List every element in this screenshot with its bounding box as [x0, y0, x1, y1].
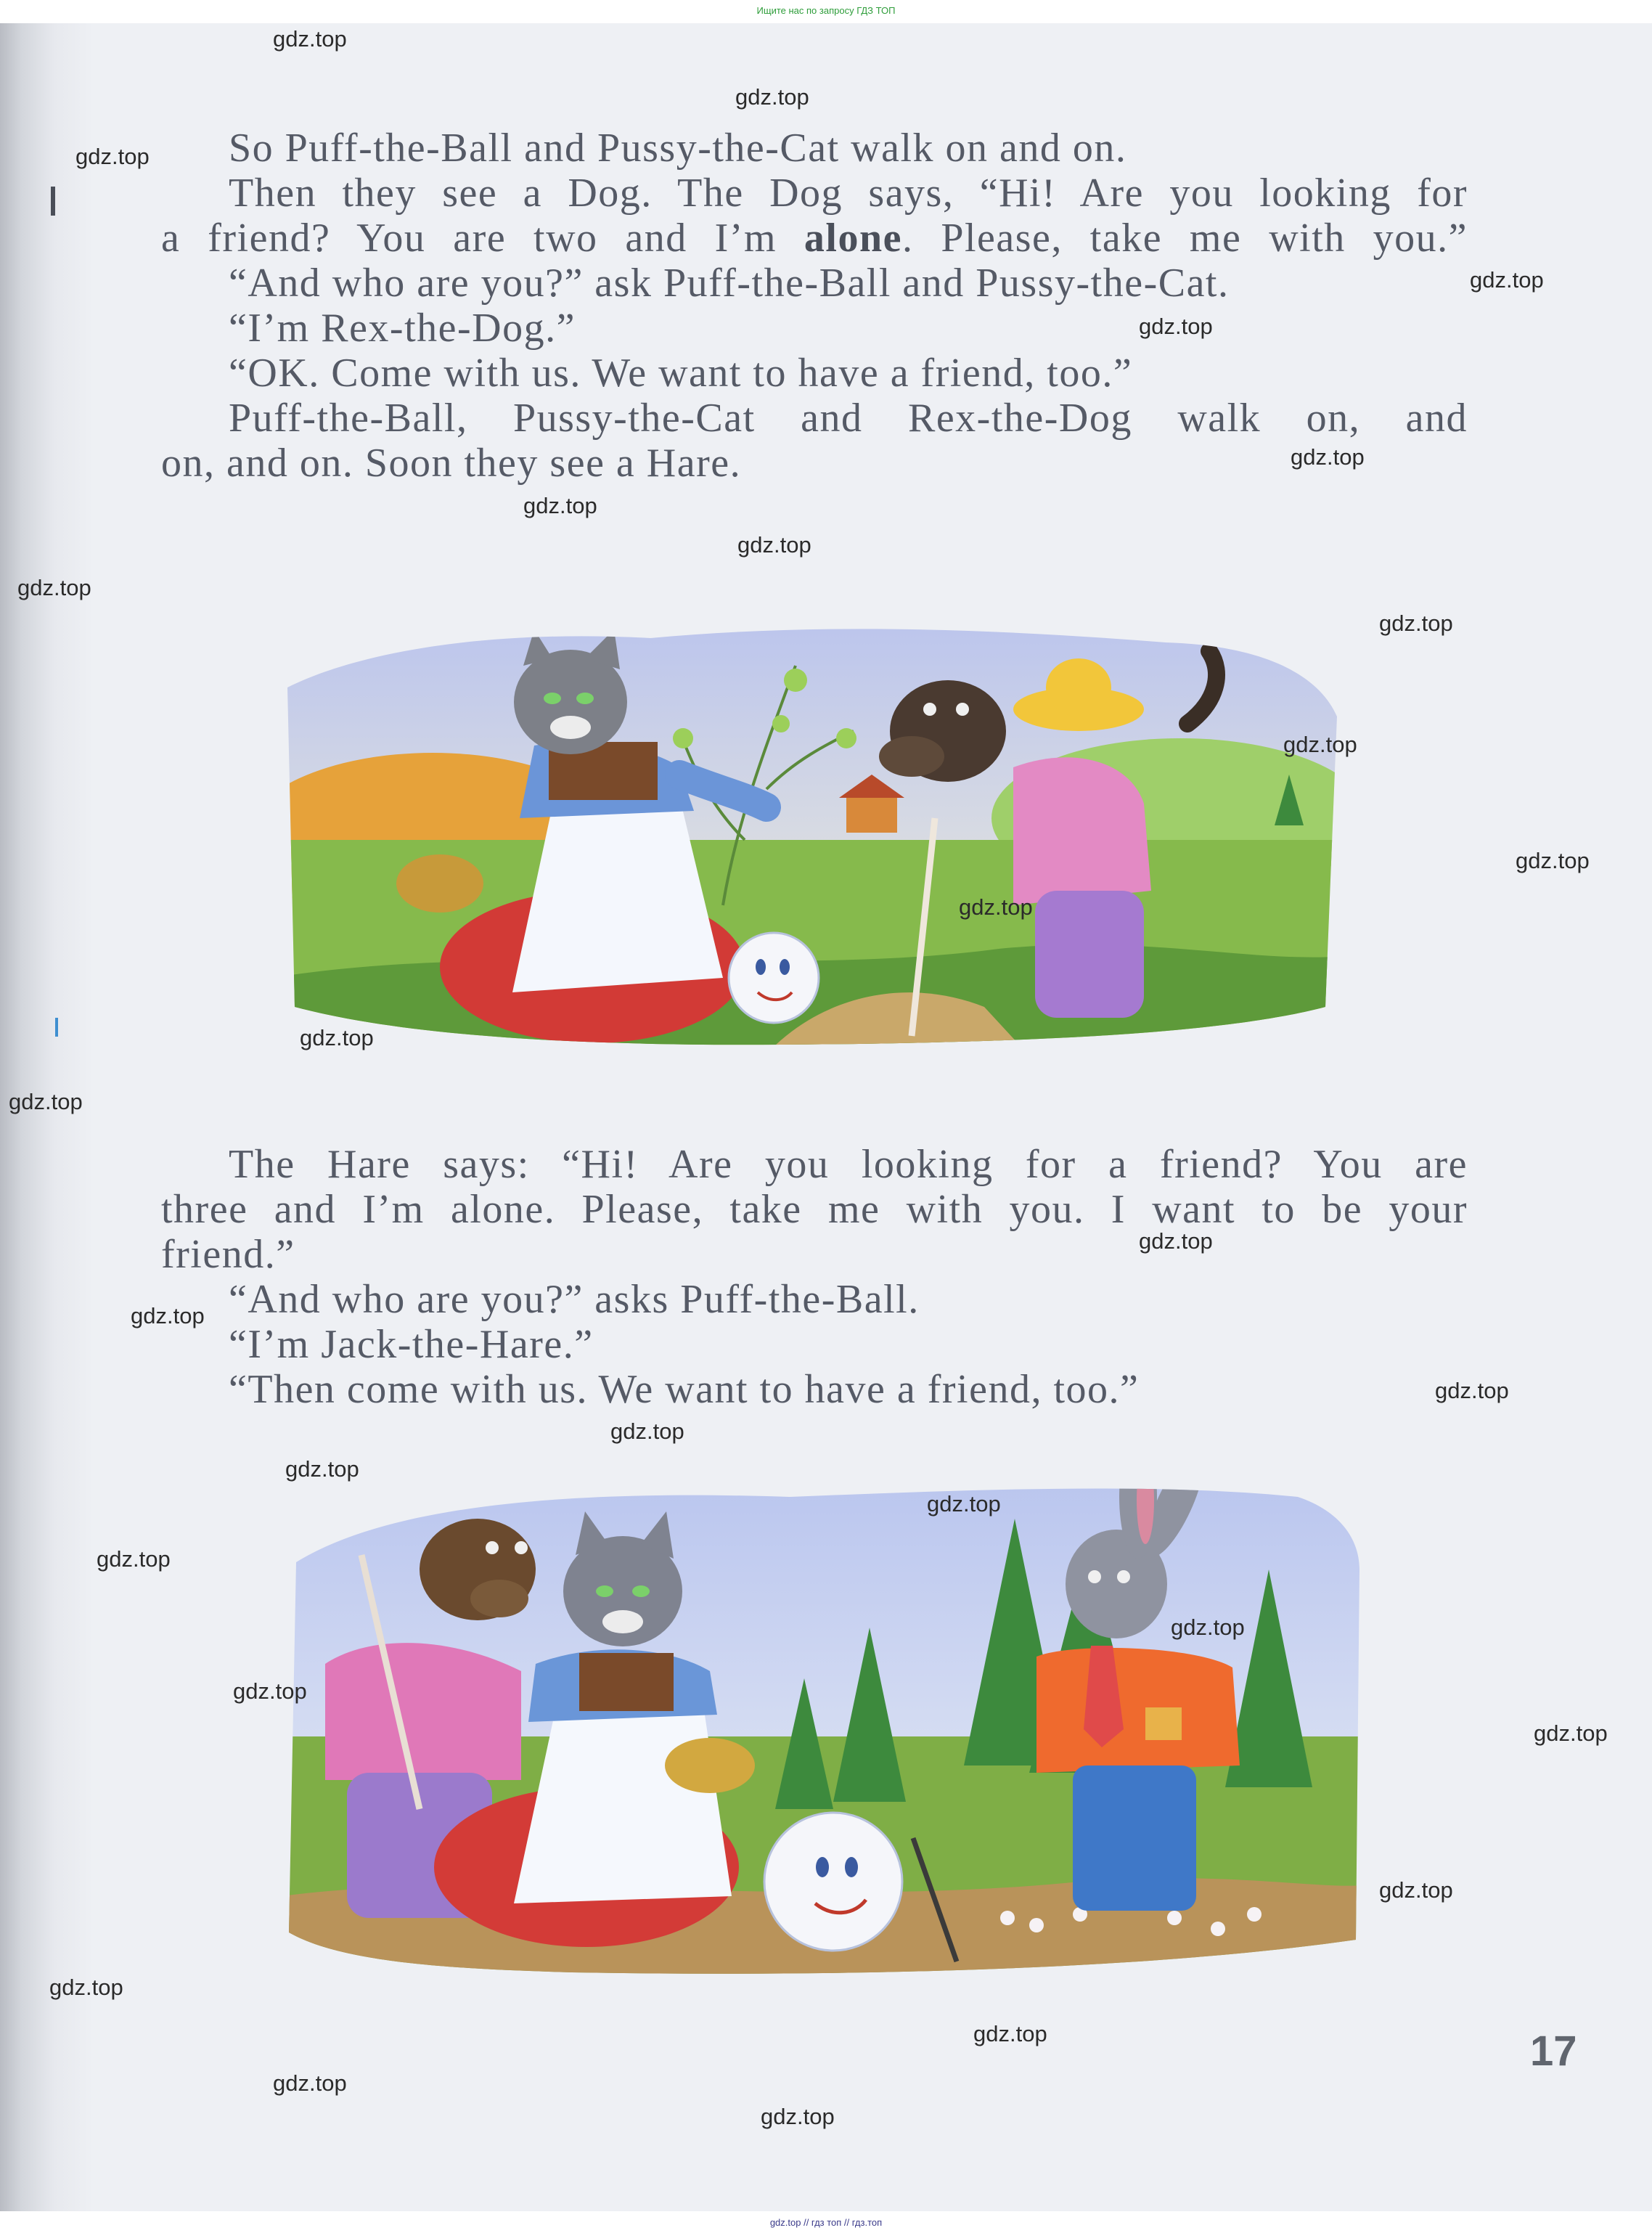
text-line: Puff-the-Ball, Pussy-the-Cat and Rex-the-Dog walk on, and — [229, 396, 1468, 441]
bottom-banner: gdz.top // гдз топ // гдз.топ — [769, 2217, 883, 2228]
watermark: gdz.top — [1283, 732, 1357, 757]
text-segment: a friend? You are two and I’m — [161, 216, 777, 261]
watermark: gdz.top — [1139, 314, 1213, 339]
text-line: Then they see a Dog. The Dog says, “Hi! Are you looking for — [229, 171, 1468, 216]
watermark: gdz.top — [737, 532, 811, 558]
text-line: “Then come with us. We want to have a friend, too.” — [229, 1367, 1140, 1412]
spine-marker-blue — [55, 1018, 58, 1037]
watermark: gdz.top — [610, 1418, 684, 1444]
illustration-dog-cat-ball-hare — [282, 1461, 1363, 1991]
watermark: gdz.top — [927, 1491, 1001, 1516]
watermark: gdz.top — [1379, 611, 1453, 636]
watermark: gdz.top — [761, 2104, 835, 2129]
watermark: gdz.top — [49, 1975, 123, 2000]
watermark: gdz.top — [9, 1089, 83, 1114]
text-line: “I’m Jack-the-Hare.” — [229, 1322, 594, 1367]
watermark: gdz.top — [735, 84, 809, 110]
watermark: gdz.top — [285, 1456, 359, 1482]
text-line: friend.” — [161, 1232, 295, 1277]
text-segment: . Please, take me with you.” — [901, 216, 1468, 261]
watermark: gdz.top — [959, 894, 1033, 920]
watermark: gdz.top — [1470, 267, 1544, 293]
text-line: “And who are you?” asks Puff-the-Ball. — [229, 1277, 920, 1322]
watermark: gdz.top — [523, 493, 597, 518]
bold-word: alone — [803, 216, 902, 261]
page-number: 17 — [1530, 2028, 1577, 2075]
watermark: gdz.top — [1171, 1614, 1245, 1640]
watermark: gdz.top — [1139, 1228, 1213, 1254]
watermark: gdz.top — [273, 26, 347, 52]
watermark: gdz.top — [131, 1303, 205, 1328]
watermark: gdz.top — [97, 1546, 171, 1572]
text-line: So Puff-the-Ball and Pussy-the-Cat walk on and on. — [229, 126, 1127, 171]
watermark: gdz.top — [1379, 1877, 1453, 1903]
text-line: three and I’m alone. Please, take me with you. I want to be your — [161, 1187, 1468, 1232]
watermark: gdz.top — [1534, 1720, 1608, 1746]
watermark: gdz.top — [273, 2070, 347, 2096]
spine-mark — [51, 187, 55, 216]
text-line: “And who are you?” ask Puff-the-Ball and Pussy-the-Cat. — [229, 261, 1230, 306]
illustration-cat-ball-dog — [273, 600, 1344, 1054]
top-banner: Ищите нас по запросу ГДЗ ТОП — [756, 5, 896, 16]
watermark: gdz.top — [300, 1025, 374, 1050]
watermark: gdz.top — [1516, 848, 1590, 873]
watermark: gdz.top — [1291, 444, 1365, 470]
text-line: “I’m Rex-the-Dog.” — [229, 306, 576, 351]
watermark: gdz.top — [973, 2021, 1047, 2046]
text-line: “OK. Come with us. We want to have a friend, too.” — [229, 351, 1133, 396]
text-line — [161, 215, 1468, 261]
watermark: gdz.top — [233, 1678, 307, 1704]
watermark: gdz.top — [75, 144, 150, 169]
watermark: gdz.top — [1435, 1378, 1509, 1403]
text-line: on, and on. Soon they see a Hare. — [161, 441, 742, 486]
text-line: The Hare says: “Hi! Are you looking for a friend? You are — [229, 1142, 1468, 1187]
watermark: gdz.top — [17, 575, 91, 600]
